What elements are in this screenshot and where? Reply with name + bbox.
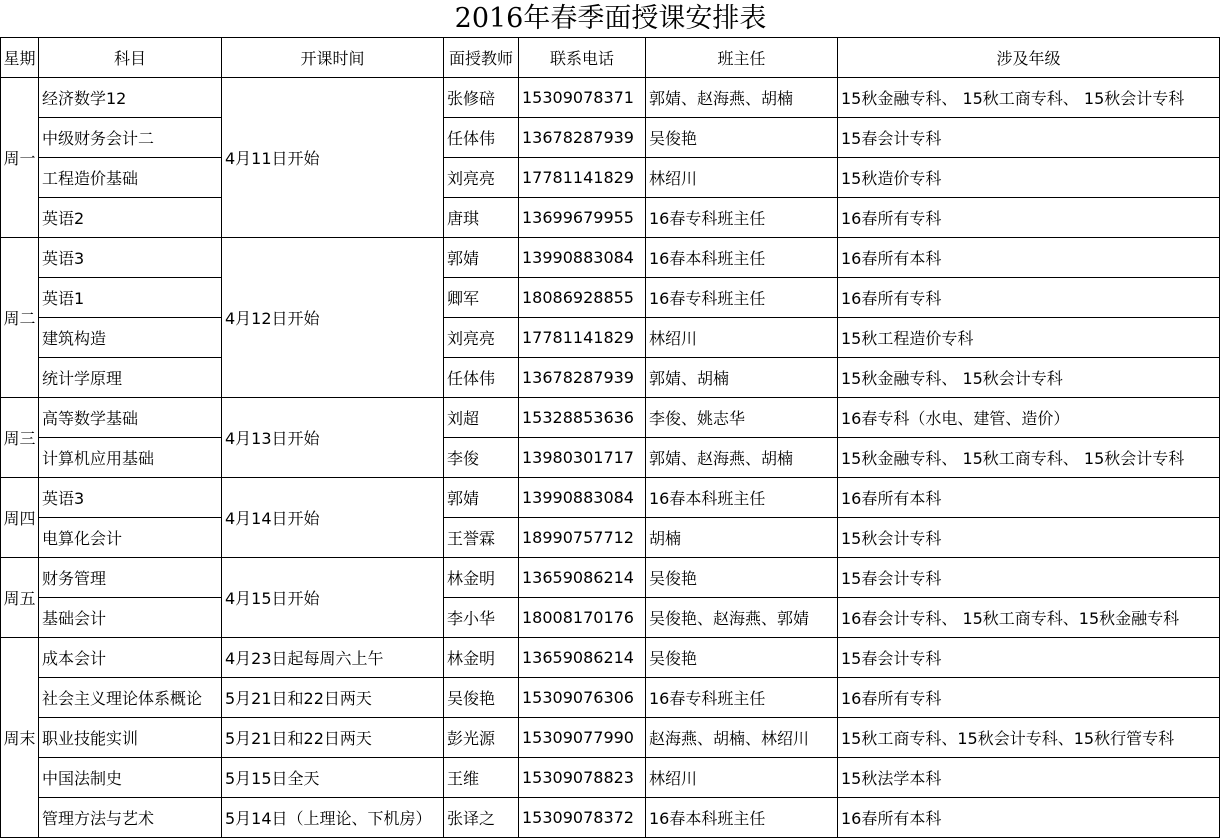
- grade-cell: 16春所有专科: [838, 678, 1220, 718]
- header-start-time: 开课时间: [222, 38, 444, 78]
- schedule-table: [0, 37, 1220, 838]
- start-time-cell: 5月14日（上理论、下机房）: [222, 798, 444, 838]
- subject-cell: 高等数学基础: [39, 398, 222, 438]
- phone-cell: 17781141829: [519, 318, 646, 358]
- table-row: [1, 638, 1220, 678]
- grade-cell: 15秋金融专科、 15秋工商专科、 15秋会计专科: [838, 78, 1220, 118]
- subject-cell: 财务管理: [39, 558, 222, 598]
- teacher-cell: 彭光源: [444, 718, 519, 758]
- grade-cell: 15秋法学本科: [838, 758, 1220, 798]
- phone-cell: 18008170176: [519, 598, 646, 638]
- phone-cell: 13659086214: [519, 558, 646, 598]
- teacher-cell: 王维: [444, 758, 519, 798]
- class-head-cell: 胡楠: [646, 518, 838, 558]
- start-time-cell: 4月14日开始: [222, 478, 444, 558]
- class-head-cell: 吴俊艳: [646, 638, 838, 678]
- phone-cell: 18086928855: [519, 278, 646, 318]
- grade-cell: 15春会计专科: [838, 638, 1220, 678]
- table-row: [1, 558, 1220, 598]
- table-row: [1, 438, 1220, 478]
- table-row: [1, 118, 1220, 158]
- subject-cell: 工程造价基础: [39, 158, 222, 198]
- phone-cell: 13980301717: [519, 438, 646, 478]
- weekday-cell: 周五: [1, 558, 39, 638]
- subject-cell: 社会主义理论体系概论: [39, 678, 222, 718]
- table-row: [1, 798, 1220, 838]
- teacher-cell: 刘亮亮: [444, 158, 519, 198]
- subject-cell: 英语3: [39, 238, 222, 278]
- phone-cell: 13659086214: [519, 638, 646, 678]
- phone-cell: 13678287939: [519, 358, 646, 398]
- header-teacher: 面授教师: [444, 38, 519, 78]
- class-head-cell: 16春本科班主任: [646, 238, 838, 278]
- grade-cell: 16春所有本科: [838, 798, 1220, 838]
- class-head-cell: 16春专科班主任: [646, 278, 838, 318]
- table-row: [1, 278, 1220, 318]
- subject-cell: 计算机应用基础: [39, 438, 222, 478]
- phone-cell: 15309078372: [519, 798, 646, 838]
- class-head-cell: 郭婧、赵海燕、胡楠: [646, 438, 838, 478]
- subject-cell: 管理方法与艺术: [39, 798, 222, 838]
- class-head-cell: 16春本科班主任: [646, 478, 838, 518]
- grade-cell: 16春所有专科: [838, 198, 1220, 238]
- teacher-cell: 张修碚: [444, 78, 519, 118]
- table-row: [1, 478, 1220, 518]
- phone-cell: 13678287939: [519, 118, 646, 158]
- class-head-cell: 16春专科班主任: [646, 198, 838, 238]
- grade-cell: 16春专科（水电、建管、造价）: [838, 398, 1220, 438]
- grade-cell: 15秋工程造价专科: [838, 318, 1220, 358]
- weekday-cell: 周一: [1, 78, 39, 238]
- grade-cell: 15秋造价专科: [838, 158, 1220, 198]
- subject-cell: 中级财务会计二: [39, 118, 222, 158]
- start-time-cell: 5月21日和22日两天: [222, 678, 444, 718]
- teacher-cell: 郭婧: [444, 478, 519, 518]
- start-time-cell: 5月21日和22日两天: [222, 718, 444, 758]
- table-row: [1, 358, 1220, 398]
- table-row: [1, 758, 1220, 798]
- grade-cell: 16春所有专科: [838, 278, 1220, 318]
- weekday-cell: 周四: [1, 478, 39, 558]
- phone-cell: 15309077990: [519, 718, 646, 758]
- phone-cell: 15309078823: [519, 758, 646, 798]
- subject-cell: 英语1: [39, 278, 222, 318]
- phone-cell: 17781141829: [519, 158, 646, 198]
- class-head-cell: 郭婧、赵海燕、胡楠: [646, 78, 838, 118]
- phone-cell: 15309078371: [519, 78, 646, 118]
- class-head-cell: 林绍川: [646, 758, 838, 798]
- teacher-cell: 李小华: [444, 598, 519, 638]
- class-head-cell: 郭婧、胡楠: [646, 358, 838, 398]
- class-head-cell: 林绍川: [646, 158, 838, 198]
- grade-cell: 15秋金融专科、 15秋工商专科、 15秋会计专科: [838, 438, 1220, 478]
- subject-cell: 基础会计: [39, 598, 222, 638]
- table-row: [1, 318, 1220, 358]
- subject-cell: 职业技能实训: [39, 718, 222, 758]
- table-row: [1, 678, 1220, 718]
- weekday-cell: 周二: [1, 238, 39, 398]
- phone-cell: 13990883084: [519, 478, 646, 518]
- subject-cell: 经济数学12: [39, 78, 222, 118]
- grade-cell: 15秋金融专科、 15秋会计专科: [838, 358, 1220, 398]
- teacher-cell: 林金明: [444, 558, 519, 598]
- teacher-cell: 刘亮亮: [444, 318, 519, 358]
- subject-cell: 成本会计: [39, 638, 222, 678]
- start-time-cell: 4月13日开始: [222, 398, 444, 478]
- header-row: [1, 38, 1220, 78]
- page-title: 2016年春季面授课安排表: [454, 3, 767, 34]
- header-grade: 涉及年级: [838, 38, 1220, 78]
- start-time-cell: 4月23日起每周六上午: [222, 638, 444, 678]
- header-weekday: 星期: [1, 38, 39, 78]
- table-row: [1, 158, 1220, 198]
- phone-cell: 15309076306: [519, 678, 646, 718]
- teacher-cell: 王誉霖: [444, 518, 519, 558]
- weekday-cell: 周末: [1, 638, 39, 838]
- subject-cell: 英语3: [39, 478, 222, 518]
- header-class-head: 班主任: [646, 38, 838, 78]
- subject-cell: 统计学原理: [39, 358, 222, 398]
- class-head-cell: 林绍川: [646, 318, 838, 358]
- table-row: [1, 78, 1220, 118]
- class-head-cell: 赵海燕、胡楠、林绍川: [646, 718, 838, 758]
- grade-cell: 15秋会计专科: [838, 518, 1220, 558]
- table-row: [1, 238, 1220, 278]
- subject-cell: 中国法制史: [39, 758, 222, 798]
- grade-cell: 16春会计专科、 15秋工商专科、15秋金融专科: [838, 598, 1220, 638]
- subject-cell: 电算化会计: [39, 518, 222, 558]
- grade-cell: 15秋工商专科、15秋会计专科、15秋行管专科: [838, 718, 1220, 758]
- start-time-cell: 5月15日全天: [222, 758, 444, 798]
- class-head-cell: 16春本科班主任: [646, 798, 838, 838]
- teacher-cell: 吴俊艳: [444, 678, 519, 718]
- teacher-cell: 任体伟: [444, 358, 519, 398]
- subject-cell: 英语2: [39, 198, 222, 238]
- table-row: [1, 518, 1220, 558]
- subject-cell: 建筑构造: [39, 318, 222, 358]
- start-time-cell: 4月15日开始: [222, 558, 444, 638]
- weekday-cell: 周三: [1, 398, 39, 478]
- phone-cell: 15328853636: [519, 398, 646, 438]
- header-subject: 科目: [39, 38, 222, 78]
- start-time-cell: 4月12日开始: [222, 238, 444, 398]
- grade-cell: 16春所有本科: [838, 478, 1220, 518]
- header-phone: 联系电话: [519, 38, 646, 78]
- class-head-cell: 吴俊艳: [646, 558, 838, 598]
- table-row: [1, 198, 1220, 238]
- grade-cell: 16春所有本科: [838, 238, 1220, 278]
- class-head-cell: 李俊、姚志华: [646, 398, 838, 438]
- grade-cell: 15春会计专科: [838, 118, 1220, 158]
- teacher-cell: 张译之: [444, 798, 519, 838]
- table-row: [1, 598, 1220, 638]
- table-row: [1, 398, 1220, 438]
- grade-cell: 15春会计专科: [838, 558, 1220, 598]
- teacher-cell: 郭婧: [444, 238, 519, 278]
- phone-cell: 13699679955: [519, 198, 646, 238]
- teacher-cell: 卿军: [444, 278, 519, 318]
- teacher-cell: 任体伟: [444, 118, 519, 158]
- phone-cell: 13990883084: [519, 238, 646, 278]
- class-head-cell: 吴俊艳: [646, 118, 838, 158]
- phone-cell: 18990757712: [519, 518, 646, 558]
- teacher-cell: 唐琪: [444, 198, 519, 238]
- teacher-cell: 刘超: [444, 398, 519, 438]
- teacher-cell: 李俊: [444, 438, 519, 478]
- class-head-cell: 吴俊艳、赵海燕、郭婧: [646, 598, 838, 638]
- start-time-cell: 4月11日开始: [222, 78, 444, 238]
- class-head-cell: 16春专科班主任: [646, 678, 838, 718]
- table-row: [1, 718, 1220, 758]
- teacher-cell: 林金明: [444, 638, 519, 678]
